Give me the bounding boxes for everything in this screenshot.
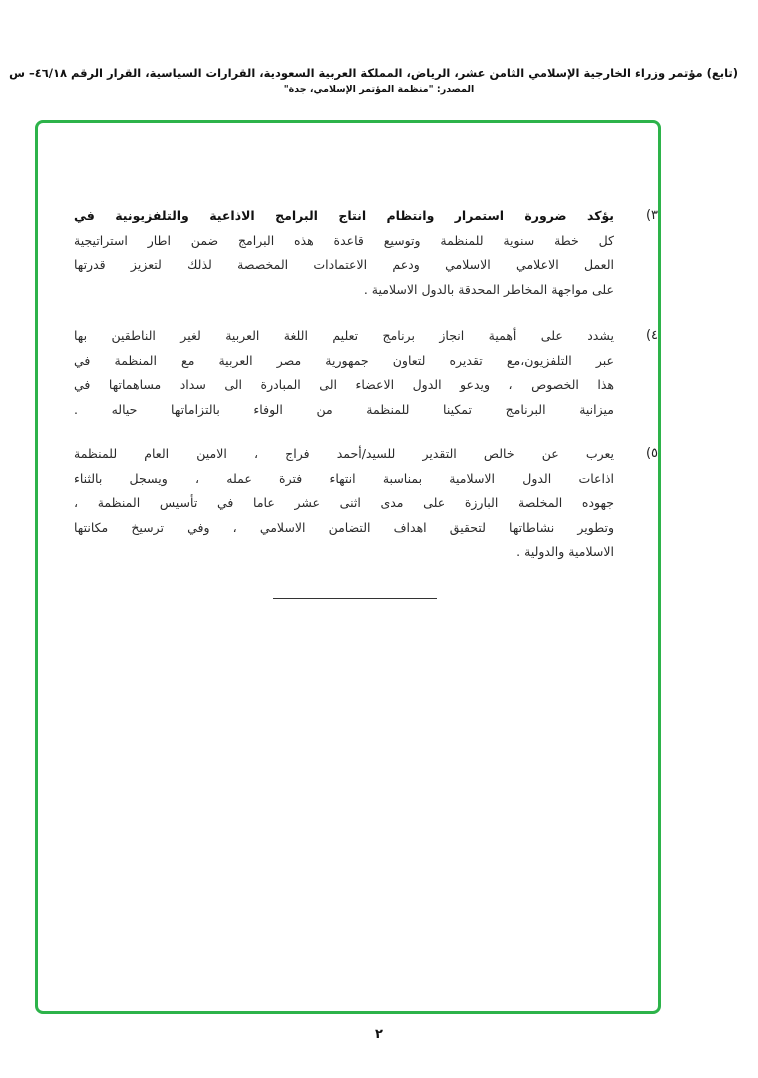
text-line: عبر التلفزيون،مع تقديره لتعاون جمهورية مصر العربية مع المنظمة في: [74, 352, 614, 368]
text-line: العمل الاعلامي الاسلامي ودعم الاعتمادات المخصصة لذلك لتعزيز قدرتها: [74, 257, 614, 272]
text-line: جهوده المخلصة البارزة على مدى اثنى عشر عاما في تأسيس المنظمة ،: [74, 495, 614, 510]
resolution-number: ٣): [645, 208, 658, 223]
document-source: المصدر: "منظمة المؤتمر الإسلامي، جدة": [283, 84, 475, 95]
resolution-number: ٥): [645, 446, 658, 461]
text-line: وتطوير نشاطاتها لتحقيق اهداف التضامن الاسلامي ، وفي ترسيخ مكانتها: [74, 519, 614, 535]
text-line: كل خطة سنوية للمنظمة وتوسيع قاعدة هذه البرامج ضمن اطار استراتيجية: [74, 232, 614, 248]
resolution-text: [74, 324, 614, 422]
resolution-number: ٤): [645, 328, 658, 343]
text-line: يعرب عن خالص التقدير للسيد/أحمد فراج ، الامين العام للمنظمة: [74, 446, 614, 461]
page-number: ٢: [375, 1027, 383, 1042]
text-line: يشدد على أهمية انجاز برنامج تعليم اللغة العربية لغير الناطقين بها: [74, 328, 614, 343]
text-line: الاسلامية والدولية .: [516, 544, 614, 559]
text-line: ميزانية البرنامج تمكينا للمنظمة من الوفاء بالتزاماتها حياله .: [74, 401, 614, 417]
resolution-text: [74, 442, 614, 565]
document-title: (تابع) مؤتمر وزراء الخارجية الإسلامي الثامن عشر، الرياض، المملكة العربية السعودية، القرارات السياسية، القرار الرقم ٤٦/١٨– س: [9, 66, 738, 80]
closing-divider: [273, 598, 437, 599]
resolution-text: [74, 204, 614, 302]
text-line: هذا الخصوص ، ويدعو الدول الاعضاء الى المبادرة الى سداد مساهماتها في: [74, 377, 614, 392]
document-header: [9, 64, 738, 98]
text-line: على مواجهة المخاطر المحدقة بالدول الاسلامية .: [363, 281, 614, 297]
text-line: يؤكد ضرورة استمرار وانتظام انتاج البرامج الاذاعية والتلفزيونية في: [74, 208, 614, 223]
text-line: اذاعات الدول الاسلامية بمناسبة انتهاء فترة عمله ، ويسجل بالثناء: [74, 470, 614, 486]
